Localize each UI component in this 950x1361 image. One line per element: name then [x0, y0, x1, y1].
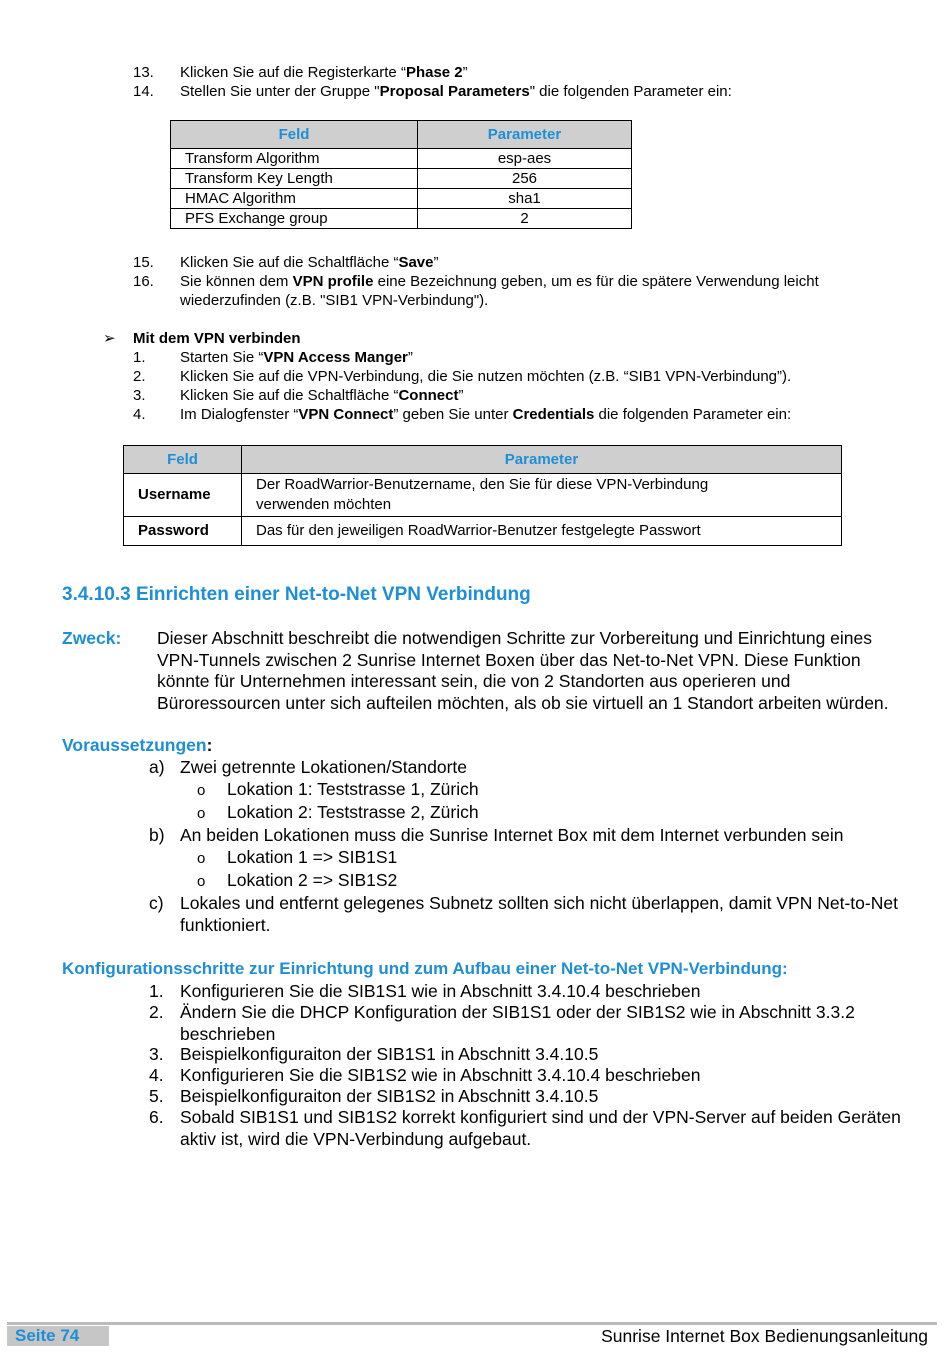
konfig-step-num: 1.: [149, 981, 164, 1001]
table-row: [124, 474, 842, 517]
konfig-step-3: Beispielkonfiguraiton der SIB1S1 in Abschnitt 3.4.10.5: [180, 1044, 599, 1064]
table-header-row: [171, 121, 632, 149]
konfig-step-4: Konfigurieren Sie die SIB1S2 wie in Abschnitt 3.4.10.4 beschrieben: [180, 1065, 701, 1085]
proposal-parameters-table: [170, 120, 632, 229]
cell-field: Username: [124, 474, 242, 517]
zweck-text: Dieser Abschnitt beschreibt die notwendigen Schritte zur Vorbereitung und Einrichtung eines VPN-Tunnels zwischen 2 Sunrise Internet Boxen über das Net-to-Net VPN. Diese Funktion könnte für Unternehmen interessant sein, die von 2 Standorten aus operieren und Büroressourcen unter sich aufteilen möchten, als ob sie virtuell an 1 Standort arbeiten würden.: [157, 628, 889, 713]
konfig-step-num: 6.: [149, 1107, 164, 1127]
zweck-label: Zweck:: [62, 628, 122, 648]
konfig-step-num: 5.: [149, 1086, 164, 1106]
konfig-step-1: Konfigurieren Sie die SIB1S1 wie in Abschnitt 3.4.10.4 beschrieben: [180, 981, 701, 1001]
table-header-row: [124, 446, 842, 474]
prereq-b-sub-1: Lokation 1 => SIB1S1: [227, 847, 398, 867]
prereq-a-sub-1: Lokation 1: Teststrasse 1, Zürich: [227, 779, 479, 799]
document-title: Sunrise Internet Box Bedienungsanleitung: [601, 1326, 928, 1346]
footer-divider: [7, 1322, 937, 1325]
col-header-feld: Feld: [124, 446, 242, 474]
prereq-c-text: Lokales und entfernt gelegenes Subnetz sollten sich nicht überlappen, damit VPN Net-to-Net funktioniert.: [180, 893, 898, 935]
table-row: [171, 169, 632, 189]
table-row: [124, 517, 842, 546]
arrow-bullet-icon: ➢: [103, 330, 116, 347]
footer-page-box: [7, 1326, 109, 1346]
cell-field: HMAC Algorithm: [171, 189, 418, 209]
prereq-b-letter: b): [149, 825, 165, 845]
konfig-step-2: Ändern Sie die DHCP Konfiguration der SIB1S1 oder der SIB1S2 wie in Abschnitt 3.3.2 beschrieben: [180, 1002, 855, 1044]
prereq-a-text: Zwei getrennte Lokationen/Standorte: [180, 757, 467, 777]
konfig-step-5: Beispielkonfiguraiton der SIB1S2 in Abschnitt 3.4.10.5: [180, 1086, 599, 1106]
sub-bullet-icon: o: [197, 782, 206, 799]
voraussetzungen-label: Voraussetzungen:: [62, 735, 213, 755]
prereq-b-text: An beiden Lokationen muss die Sunrise Internet Box mit dem Internet verbunden sein: [180, 825, 844, 845]
konfig-step-num: 3.: [149, 1044, 164, 1064]
cell-field: PFS Exchange group: [171, 209, 418, 229]
sub-bullet-icon: o: [197, 805, 206, 822]
konfig-step-num: 4.: [149, 1065, 164, 1085]
cell-value: esp-aes: [418, 149, 632, 169]
cell-field: Transform Key Length: [171, 169, 418, 189]
table-row: [171, 209, 632, 229]
sub-bullet-icon: o: [197, 850, 206, 867]
konfig-heading: Konfigurationsschritte zur Einrichtung und zum Aufbau einer Net-to-Net VPN-Verbindung:: [62, 959, 788, 978]
cell-value: Der RoadWarrior-Benutzername, den Sie für diese VPN-Verbindung verwenden möchten: [242, 474, 842, 517]
cell-value: 2: [418, 209, 632, 229]
step-16-line2: wiederzufinden (z.B. "SIB1 VPN-Verbindung").: [180, 292, 489, 309]
konfig-step-num: 2.: [149, 1002, 164, 1022]
prereq-a-letter: a): [149, 757, 165, 777]
section-heading: 3.4.10.3 Einrichten einer Net-to-Net VPN Verbindung: [62, 584, 531, 605]
credentials-table: [123, 445, 842, 546]
cell-value: 256: [418, 169, 632, 189]
cell-value: sha1: [418, 189, 632, 209]
col-header-parameter: Parameter: [418, 121, 632, 149]
col-header-parameter: Parameter: [242, 446, 842, 474]
table-row: [171, 189, 632, 209]
prereq-c-letter: c): [149, 893, 164, 913]
cell-field: Password: [124, 517, 242, 546]
cell-value: Das für den jeweiligen RoadWarrior-Benutzer festgelegte Passwort: [242, 517, 842, 546]
prereq-b-sub-2: Lokation 2 => SIB1S2: [227, 870, 398, 890]
page-number: Seite 74: [15, 1326, 80, 1345]
prereq-a-sub-2: Lokation 2: Teststrasse 2, Zürich: [227, 802, 479, 822]
cell-field: Transform Algorithm: [171, 149, 418, 169]
table-row: [171, 149, 632, 169]
col-header-feld: Feld: [171, 121, 418, 149]
konfig-step-6: Sobald SIB1S1 und SIB1S2 korrekt konfiguriert sind und der VPN-Server auf beiden Geräten aktiv ist, wird die VPN-Verbindung aufgebaut.: [180, 1107, 901, 1149]
sub-bullet-icon: o: [197, 873, 206, 890]
